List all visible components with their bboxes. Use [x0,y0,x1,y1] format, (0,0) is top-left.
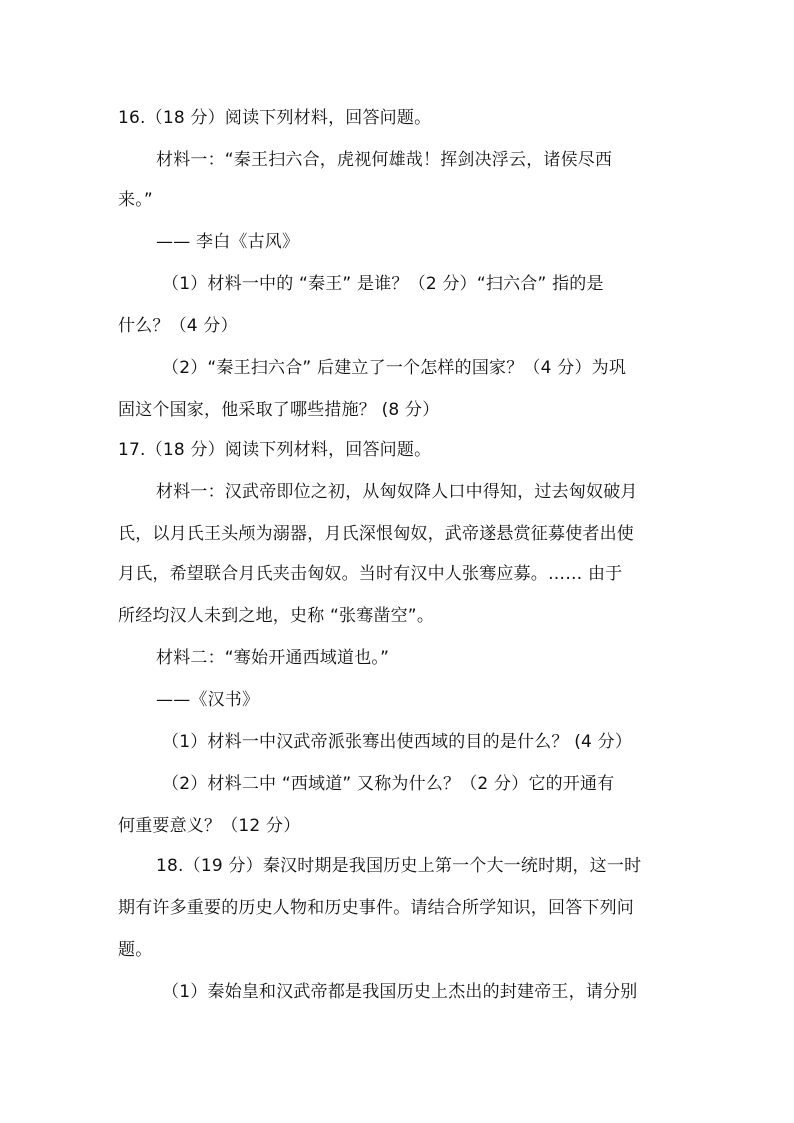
q17-source: ——《汉书》 [156,690,260,710]
q17-material2: 材料二：“骞始开通西域道也。” [156,648,390,668]
q16-sub1-line1: （1）材料一中的 “秦王” 是谁？（2 分）“扫六合” 指的是 [162,274,604,294]
q16-material1-line1: 材料一：“秦王扫六合，虎视何雄哉！挥剑决浮云，诸侯尽西 [156,150,613,170]
q18-title-line2: 期有许多重要的历史人物和历史事件。请结合所学知识，回答下列问 [118,898,634,918]
q17-sub1: （1）材料一中汉武帝派张骞出使西域的目的是什么？ (4 分） [162,732,633,752]
q16-sub2-line1: （2）“秦王扫六合” 后建立了一个怎样的国家？（4 分）为巩 [162,358,627,378]
q17-material1-line3: 月氏，希望联合月氏夹击匈奴。当时有汉中人张骞应募。…… 由于 [118,564,623,584]
q17-title: 17.（18 分）阅读下列材料，回答问题。 [118,440,432,460]
q17-material1-line1: 材料一：汉武帝即位之初，从匈奴降人口中得知，过去匈奴破月 [156,482,638,502]
q18-sub1-line1: （1）秦始皇和汉武帝都是我国历史上杰出的封建帝王，请分别 [162,982,638,1002]
q16-title: 16.（18 分）阅读下列材料，回答问题。 [118,108,432,128]
q17-sub2-line2: 何重要意义？（12 分） [118,816,301,836]
q18-title-line1: 18.（19 分）秦汉时期是我国历史上第一个大一统时期，这一时 [156,856,642,876]
q16-source: —— 李白《古风》 [156,232,300,252]
q17-material1-line2: 氏，以月氏王头颅为溺器，月氏深恨匈奴，武帝遂悬赏征募使者出使 [118,524,634,544]
q16-sub2-line2: 固这个国家，他采取了哪些措施？ (8 分） [118,400,440,420]
q16-sub1-line2: 什么？（4 分） [118,316,238,336]
q17-sub2-line1: （2）材料二中 “西域道” 又称为什么？（2 分）它的开通有 [162,774,615,794]
q18-title-line3: 题。 [118,940,153,960]
q16-material1-line2: 来。” [118,190,153,210]
q17-material1-line4: 所经均汉人未到之地，史称 “张骞凿空”。 [118,606,435,626]
